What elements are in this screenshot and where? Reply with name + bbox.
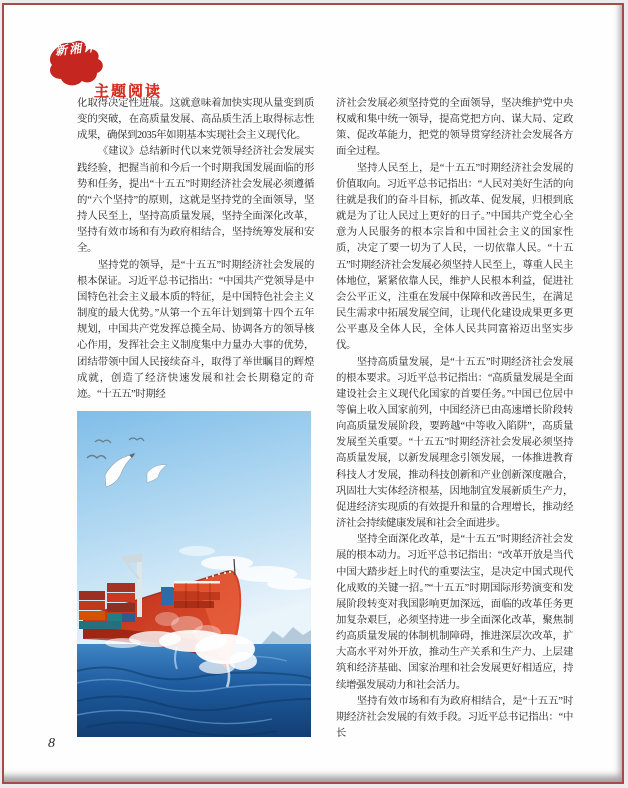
paragraph: 坚持全面深化改革，是“十五五”时期经济社会发展的根本动力。习近平总书记指出：“改革开放是当代中国大踏步赶上时代的重要法宝，是决定中国式现代化成败的关键一招。”“十五五”时期国际形势演变和发展阶段转变对我国影响更加深远，面临的改革任务更加复杂艰巨，必须坚持进一步全面深化改革，聚焦制约高质量发展的体制机制障碍，推进深层次改革，扩大高水平对外开放，推动生产关系和生产力、上层建筑和经济基础、国家治理和社会发展更好相适应，持续增强发展动力和社会活力。	[336, 534, 573, 691]
paragraph: 坚持有效市场和有为政府相结合，是“十五五”时期经济社会发展的有效手段。习近平总书记指出：“中长	[336, 695, 573, 740]
paragraph: 济社会发展必须坚持党的全面领导，坚决维护党中央权威和集中统一领导，提高党把方向、谋大局、定政策、促改革能力，把党的领导贯穿经济社会发展各方面全过程。	[336, 98, 573, 158]
article-body	[77, 96, 573, 742]
cargo-ship-photo	[77, 411, 311, 737]
left-column	[77, 96, 314, 742]
page-number: 8	[48, 736, 55, 751]
paragraph: 坚持人民至上，是“十五五”时期经济社会发展的价值取向。习近平总书记指出：“人民对美好生活的向往就是我们的奋斗目标，抓改革、促发展，归根到底就是为了让人民过上更好的日子。”中国共产党全心全意为人民服务的根本宗旨和中国社会主义的国家性质，决定了要一切为了人民，一切依靠人民。“十五五”时期经济社会发展必须坚持人民至上，尊重人民主体地位，紧紧依靠人民，维护人民根本利益，促进社会公平正义，注重在发展中保障和改善民生，在满足民生需求中拓展发展空间，让现代化建设成果更多更公平惠及全体人民，全体人民共同富裕迈出坚实步伐。	[336, 162, 573, 352]
right-column	[336, 96, 573, 742]
paragraph: 坚持高质量发展，是“十五五”时期经济社会发展的根本要求。习近平总书记指出：“高质量发展是全面建设社会主义现代化国家的首要任务。”中国已位居中等偏上收入国家前列，中国经济已由高速增长阶段转向高质量发展阶段，要跨越“中等收入陷阱”，高质量发展至关重要。“十五五”时期经济社会发展必须坚持高质量发展，以新发展理念引领发展，一体推进教育科技人才发展，推动科技创新和产业创新深度融合，巩固壮大实体经济根基，因地制宜发展新质生产力，促进经济实现质的有效提升和量的合理增长，推动经济社会持续健康发展和社会全面进步。	[336, 356, 573, 530]
paragraph: 化取得决定性进展。这就意味着加快实现从量变到质变的突破，在高质量发展、高品质生活上取得标志性成果，确保到2035年如期基本实现社会主义现代化。	[77, 98, 314, 142]
section-label: 主题阅读	[94, 83, 163, 100]
masthead	[46, 36, 226, 100]
logo-calligraphy-text: 新湘评论	[54, 38, 112, 58]
paragraph: 坚持党的领导，是“十五五”时期经济社会发展的根本保证。习近平总书记指出：“中国共产党领导是中国特色社会主义最本质的特征，是中国特色社会主义制度的最大优势。”从第一个五年计划到第十四个五年规划，中国共产党发挥总揽全局、协调各方的领导核心作用，发挥社会主义制度集中力量办大事的优势，团结带领中国人民接续奋斗，取得了举世瞩目的辉煌成就，创造了经济快速发展和社会长期稳定的奇迹。“十五五”时期经	[77, 259, 314, 400]
paragraph: 《建议》总结新时代以来党领导经济社会发展实践经验，把握当前和今后一个时期我国发展面临的形势和任务，提出“十五五”时期经济社会发展必须遵循的“六个坚持”的原则，这就是坚持党的全面领导，坚持人民至上，坚持高质量发展，坚持全面深化改革，坚持有效市场和有为政府相结合，坚持统筹发展和安全。	[77, 146, 314, 255]
